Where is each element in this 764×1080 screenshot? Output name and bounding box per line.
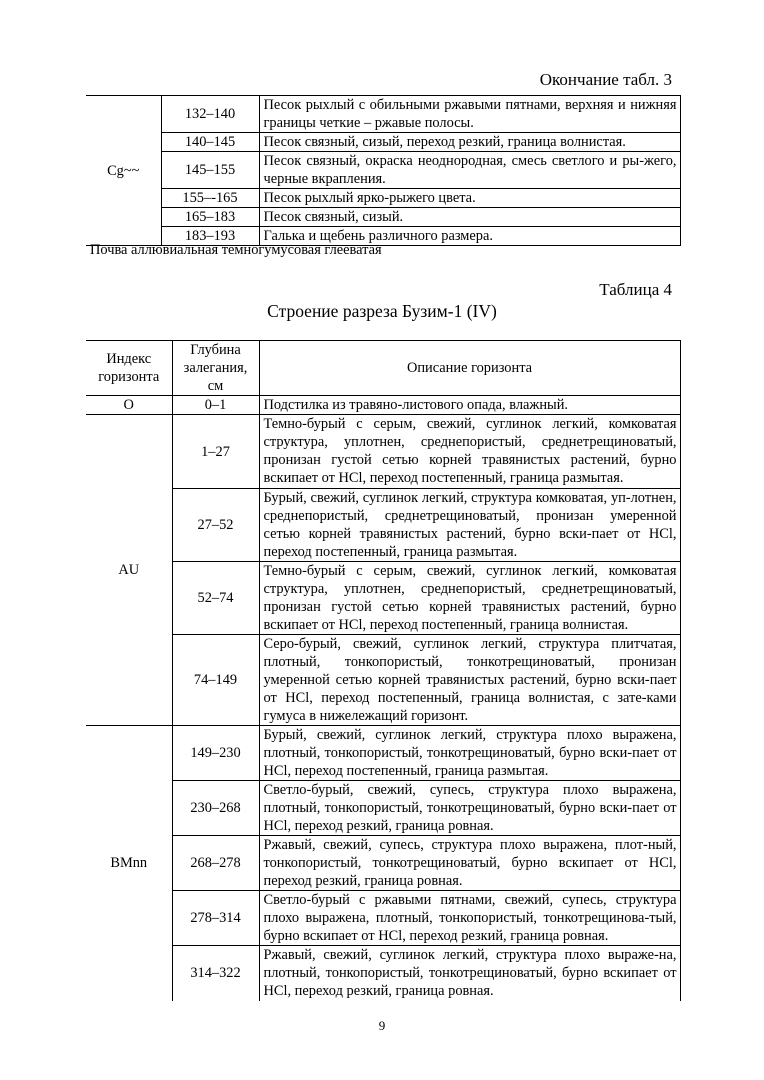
depth-cell: 278–314 (172, 891, 259, 946)
header-description: Описание горизонта (259, 341, 680, 396)
horizon-index: O (86, 396, 172, 415)
description-cell: Песок рыхлый ярко-рыжего цвета. (259, 189, 680, 208)
table-4-title: Строение разреза Бузим-1 (IV) (267, 301, 497, 321)
horizon-index: Cg~~ (86, 96, 161, 246)
description-cell: Темно-бурый с серым, свежий, суглинок легкий, комковатая структура, уплотнен, среднепористый, среднетрещиноватый, пронизан густой сетью корней травянистых растений, бурно вскипает от HCl, переход постепенный, граница волнистая. (259, 562, 680, 635)
table-3-continuation (86, 95, 681, 246)
description-cell: Светло-бурый с ржавыми пятнами, свежий, супесь, структура плохо выражена, плотный, тонкопористый, тонкотрещинова-тый, бурно вскипает от HCl, переход резкий, граница ровная. (259, 891, 680, 946)
table-row (86, 189, 680, 208)
description-cell: Галька и щебень различного размера. (259, 227, 680, 246)
table-row (86, 946, 680, 1001)
description-cell: Песок связный, сизый. (259, 208, 680, 227)
depth-cell: 140–145 (161, 133, 259, 152)
depth-cell: 52–74 (172, 562, 259, 635)
description-cell: Песок связный, окраска неоднородная, смесь светлого и ры-жего, черные вкрапления. (259, 152, 680, 189)
depth-cell: 0–1 (172, 396, 259, 415)
table-4 (86, 340, 681, 1001)
table-row (86, 415, 680, 489)
table-row (86, 891, 680, 946)
table-row (86, 208, 680, 227)
table-row (86, 489, 680, 562)
table-row (86, 635, 680, 726)
depth-cell: 1–27 (172, 415, 259, 489)
table-row (86, 396, 680, 415)
table-row (86, 562, 680, 635)
depth-cell: 149–230 (172, 726, 259, 781)
description-cell: Темно-бурый с серым, свежий, суглинок легкий, комковатая структура, уплотнен, среднепористый, среднетрещиноватый, пронизан густой сетью корней травянистых растений, бурно вскипает от HCl, переход постепенный, граница размытая. (259, 415, 680, 489)
table-row (86, 133, 680, 152)
depth-cell: 314–322 (172, 946, 259, 1001)
description-cell: Бурый, свежий, суглинок легкий, структура плохо выражена, плотный, тонкопористый, тонкотрещиноватый, бурно вски-пает от HCl, переход постепенный, граница размытая. (259, 726, 680, 781)
table-row (86, 781, 680, 836)
table-row (86, 836, 680, 891)
description-cell: Песок рыхлый с обильными ржавыми пятнами, верхняя и нижняя границы четкие – ржавые полосы. (259, 96, 680, 133)
description-cell: Ржавый, свежий, суглинок легкий, структура плохо выраже-на, плотный, тонкопористый, тонкотрещиноватый, бурно вскипает от HCl, переход резкий, граница ровная. (259, 946, 680, 1001)
description-cell: Светло-бурый, свежий, супесь, структура плохо выражена, плотный, тонкопористый, тонкотрещиноватый, бурно вски-пает от HCl, переход резкий, граница ровная. (259, 781, 680, 836)
page-number: 9 (378, 1018, 386, 1033)
depth-cell: 268–278 (172, 836, 259, 891)
depth-cell: 183–193 (161, 227, 259, 246)
continuation-label: Окончание табл. 3 (539, 70, 672, 89)
description-cell: Песок связный, сизый, переход резкий, граница волнистая. (259, 133, 680, 152)
depth-cell: 132–140 (161, 96, 259, 133)
table-3-note: Почва аллювиальная темногумусовая глееватая (90, 242, 382, 258)
description-cell: Бурый, свежий, суглинок легкий, структура комковатая, уп-лотнен, среднепористый, среднетрещиноватый, пронизан умеренной сетью корней травянистых растений, бурно вски-пает от HCl, переход постепенный, граница размытая. (259, 489, 680, 562)
depth-cell: 230–268 (172, 781, 259, 836)
depth-cell: 27–52 (172, 489, 259, 562)
description-cell: Подстилка из травяно-листового опада, влажный. (259, 396, 680, 415)
horizon-index: AU (86, 415, 172, 726)
depth-cell: 74–149 (172, 635, 259, 726)
depth-cell: 145–155 (161, 152, 259, 189)
depth-cell: 155–-165 (161, 189, 259, 208)
depth-cell: 165–183 (161, 208, 259, 227)
table-4-number: Таблица 4 (599, 280, 672, 299)
header-depth: Глубина залегания, см (172, 341, 259, 396)
description-cell: Ржавый, свежий, супесь, структура плохо выражена, плот-ный, тонкопористый, тонкотрещиноватый, бурно вскипает от HCl, переход резкий, граница ровная. (259, 836, 680, 891)
table-row (86, 152, 680, 189)
table-header-row (86, 341, 680, 396)
horizon-index: BMnn (86, 726, 172, 1001)
header-index: Индекс горизонта (86, 341, 172, 396)
table-row (86, 96, 680, 133)
description-cell: Серо-бурый, свежий, суглинок легкий, структура плитчатая, плотный, тонкопористый, тонкотрещиноватый, пронизан умеренной сетью корней травянистых растений, бурно вски-пает от HCl, переход постепенный, граница волнистая, с зате-ками гумуса в нижележащий горизонт. (259, 635, 680, 726)
table-row (86, 726, 680, 781)
